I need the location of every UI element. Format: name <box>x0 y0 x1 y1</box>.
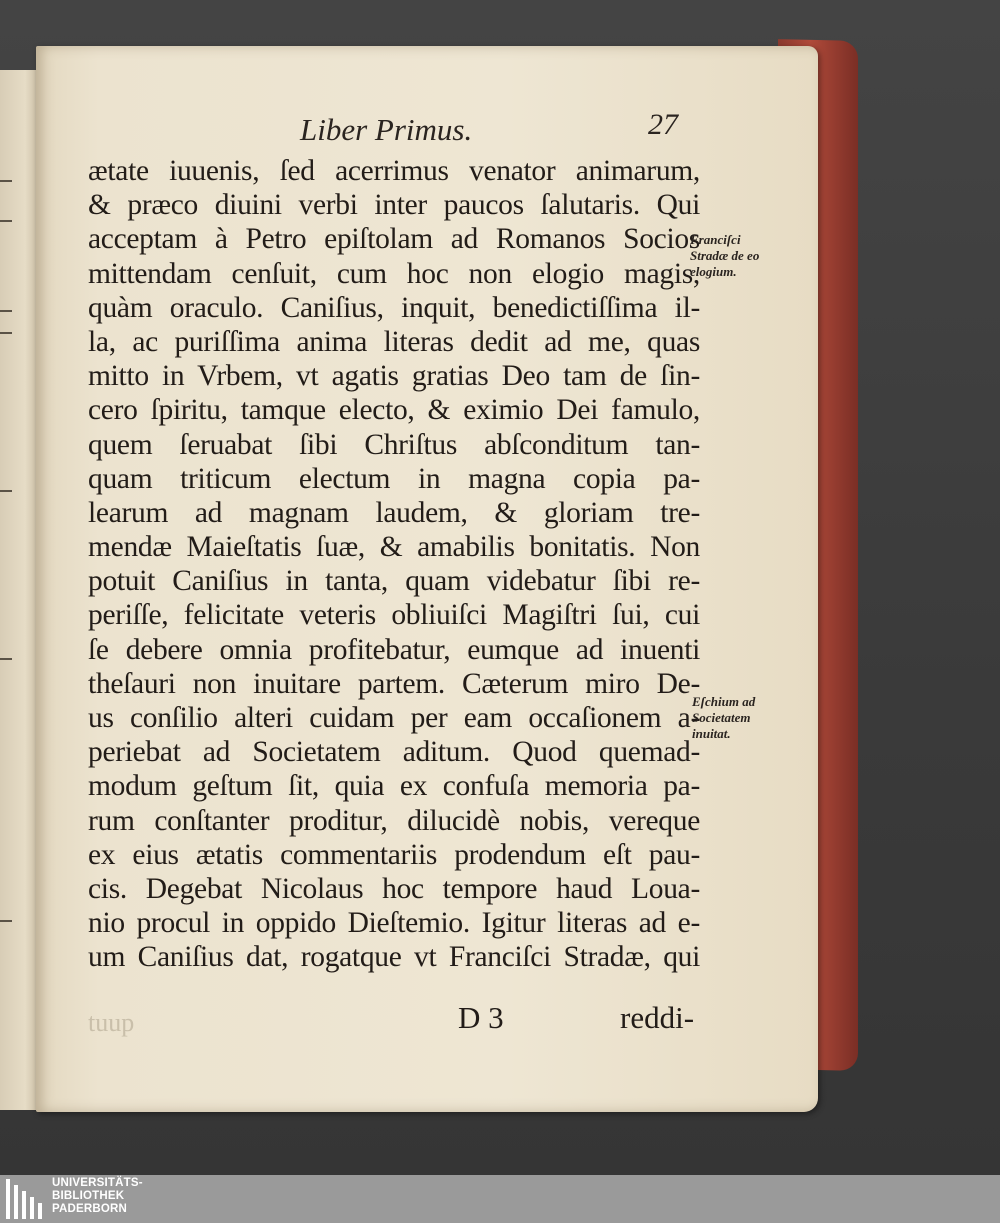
library-logo-icon <box>6 1179 46 1219</box>
signature-mark: D 3 <box>458 1000 504 1035</box>
text-line: quem ſeruabat ſibi Chriſtus abſconditum tan- <box>88 428 700 461</box>
text-line: la, ac puriſſima anima literas dedit ad me, quas <box>88 325 700 358</box>
facing-page-text-fragments <box>0 70 14 1110</box>
text-line: & præco diuini verbi inter paucos ſalutaris. Qui <box>88 189 700 222</box>
text-line: mitto in Vrbem, vt agatis gratias Deo tam de ſin- <box>88 360 700 393</box>
body-text <box>88 154 700 975</box>
text-line: learum ad magnam laudem, & gloriam tre- <box>88 496 700 529</box>
text-line: cero ſpiritu, tamque electo, & eximio Dei famulo, <box>88 394 700 427</box>
marginal-line: Stradæ de eo <box>690 248 760 263</box>
library-footer-bar <box>0 1175 1000 1223</box>
library-logo-text <box>52 1177 143 1216</box>
text-line: ætate iuuenis, ſed acerrimus venator animarum, <box>88 155 700 187</box>
text-line: potuit Caniſius in tanta, quam videbatur ſibi re- <box>88 565 700 598</box>
logo-line: PADERBORN <box>52 1203 128 1215</box>
text-line: quàm oraculo. Caniſius, inquit, benedictiſſima il- <box>88 291 700 324</box>
marginal-line: Eſchium ad <box>692 694 756 709</box>
text-line: rum conſtanter proditur, dilucidè nobis, vereque <box>88 804 700 837</box>
text-line: ſe debere omnia profitebatur, eumque ad inuenti <box>88 633 700 666</box>
catchword: reddi- <box>620 1000 695 1035</box>
text-line: quam triticum electum in magna copia pa- <box>88 462 700 495</box>
logo-line: UNIVERSITÄTS- <box>52 1177 143 1189</box>
text-line: um Caniſius dat, rogatque vt Franciſci Stradæ, qui <box>88 941 700 974</box>
marginal-note-strada <box>690 232 759 280</box>
text-line: modum geſtum ſit, quia ex confuſa memoria pa- <box>88 770 700 803</box>
logo-line: BIBLIOTHEK <box>52 1190 125 1202</box>
text-line: ex eius ætatis commentariis prodendum eſt pau- <box>88 838 700 871</box>
marginal-line: elogium. <box>690 264 737 279</box>
text-line: mittendam cenſuit, cum hoc non elogio magis, <box>88 257 700 290</box>
text-line: periebat ad Societatem aditum. Quod quemad- <box>88 736 700 769</box>
marginal-note-eschium <box>692 694 755 742</box>
marginal-line: inuitat. <box>692 726 731 741</box>
text-line: nio procul in oppido Dieſtemio. Igitur literas ad e- <box>88 907 700 940</box>
text-line: cis. Degebat Nicolaus hoc tempore haud Loua- <box>88 872 700 905</box>
text-line: periſſe, felicitate veteris obliuiſci Magiſtri ſui, cui <box>88 599 700 632</box>
text-line: acceptam à Petro epiſtolam ad Romanos Socios <box>88 223 700 256</box>
marginal-line: Societatem <box>692 710 751 725</box>
bleed-through-text: tuup <box>88 1008 135 1037</box>
text-line: theſauri non inuitare partem. Cæterum miro De- <box>88 667 700 700</box>
text-line: us conſilio alteri cuidam per eam occaſionem a- <box>88 702 700 734</box>
marginal-line: Franciſci <box>690 232 741 247</box>
running-head: Liber Primus. <box>300 112 473 147</box>
text-line: mendæ Maieſtatis ſuæ, & amabilis bonitatis. Non <box>88 531 700 564</box>
page-number: 27 <box>648 108 678 141</box>
